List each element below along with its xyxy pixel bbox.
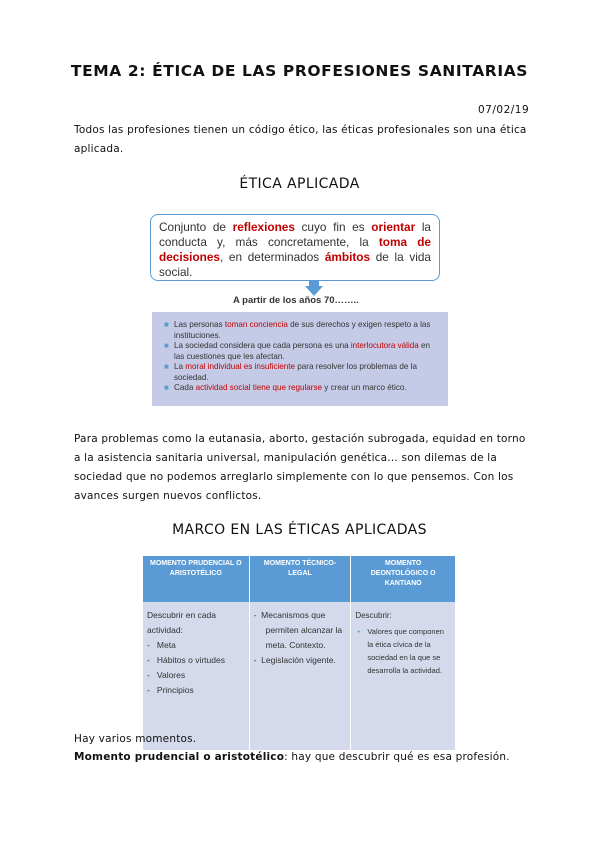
list-text: La sociedad considera que cada persona es una (174, 341, 351, 350)
definition-text: Conjunto de (159, 220, 233, 234)
keyword-toma-de-decisiones: toma de decisiones (159, 235, 431, 264)
bullet-item: • Valores que componen la ética cívica de la sociedad en la que se desarrolla la actividad. (367, 625, 451, 677)
cell-deontologico (351, 602, 456, 750)
cell-intro: Descubrir en cada actividad: (147, 610, 216, 635)
header-deontologico: MOMENTO DEONTOLÓGICO O KANTIANO (351, 556, 456, 602)
bullet-icon: ■ (164, 320, 169, 329)
header-tecnico-legal: MOMENTO TÉCNICO-LEGAL (249, 556, 351, 602)
moment1-line (74, 751, 510, 763)
dash-item: - Hábitos o virtudes (147, 655, 225, 665)
dash-item: - Mecanismos que permiten alcanzar la meta. Contexto. (253, 610, 343, 650)
list-highlight: moral individual es insuficiente (185, 362, 296, 371)
list-item (164, 383, 442, 394)
dash-item: - Legislación vigente. (253, 655, 336, 665)
dash-item: - Valores (147, 670, 186, 680)
definition-text: cuyo fin es (294, 220, 372, 234)
list-item (164, 362, 442, 383)
moments-line: Hay varios momentos. (74, 733, 197, 745)
item-text: Valores (156, 670, 186, 680)
bullet-icon: ■ (164, 341, 169, 350)
definition-text: de la vida social. (159, 250, 431, 279)
list-text: y crear un marco ético. (322, 383, 407, 392)
intro-paragraph: Todos las profesiones tienen un código ético, las éticas profesionales son una ética aplicada. (74, 124, 527, 155)
dilemmas-paragraph: Para problemas como la eutanasia, aborto, gestación subrogada, equidad en torno a la asistencia sanitaria universal, manipulación genética… son dilemas de la sociedad que no podemos arreglarlo simplemente con lo que pensemos. Con los avances surgen nuevos conflictos. (74, 433, 526, 502)
from-years-label: A partir de los años 70…….. (233, 295, 359, 306)
document-title: TEMA 2: ÉTICA DE LAS PROFESIONES SANITARIAS (70, 62, 529, 80)
dash-item: - Meta (147, 640, 176, 650)
section-title-marco: MARCO EN LAS ÉTICAS APLICADAS (172, 522, 427, 538)
list-highlight: interlocutora válida (350, 341, 419, 350)
moment1-rest: : hay que descubrir qué es esa profesión. (284, 751, 510, 763)
list-text: para resolver los problemas de la sociedad. (174, 362, 417, 382)
item-text: Legislación vigente. (261, 655, 336, 665)
list-text: en las cuestiones que les afectan. (174, 341, 431, 361)
list-text: Las personas (174, 320, 225, 329)
item-text: Meta (156, 640, 176, 650)
moments-table (143, 556, 456, 750)
item-text: Principios (156, 685, 194, 695)
cell-prudencial (143, 602, 249, 750)
dash-item: - Principios (147, 685, 194, 695)
header-prudencial: MOMENTO PRUDENCIAL O ARISTOTÉLICO (143, 556, 249, 602)
definition-text: , en determinados (219, 250, 325, 264)
list-text: La (174, 362, 186, 371)
cell-intro: Descubrir: (355, 611, 392, 620)
bullet-icon: ■ (164, 383, 169, 392)
item-text: Hábitos o virtudes (156, 655, 225, 665)
list-highlight: actividad social tiene que regularse (195, 383, 323, 392)
keyword-ambitos: ámbitos (324, 250, 371, 264)
item-text: Mecanismos que permiten alcanzar la meta. Contexto. (261, 610, 343, 650)
list-item (164, 341, 442, 362)
changes-list-box (152, 312, 448, 406)
definition-box (150, 214, 440, 281)
list-text: Cada (174, 383, 196, 392)
section-title-etica-aplicada: ÉTICA APLICADA (239, 176, 360, 192)
list-highlight: toman conciencia (224, 320, 288, 329)
list-text: de sus derechos y exigen respeto a las instituciones. (174, 320, 431, 340)
keyword-orientar: orientar (371, 220, 416, 234)
cell-tecnico-legal (249, 602, 351, 750)
list-item (164, 320, 442, 341)
document-date: 07/02/19 (478, 104, 530, 116)
definition-text: la conducta y, más concretamente, la (159, 220, 431, 249)
keyword-reflexiones: reflexiones (232, 220, 295, 234)
moment1-bold: Momento prudencial o aristotélico (74, 751, 285, 763)
bullet-icon: ■ (164, 362, 169, 371)
